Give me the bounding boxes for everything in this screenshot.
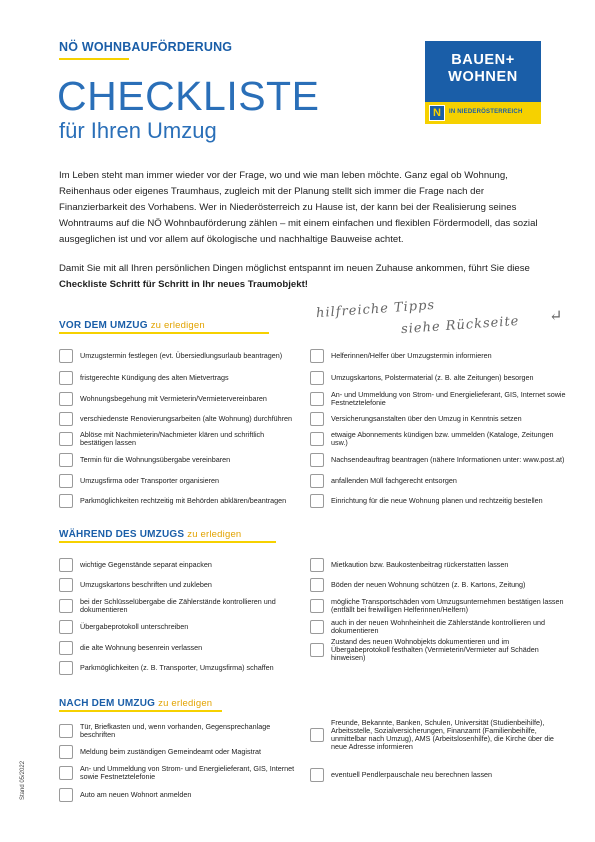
checklist-item-label: etwaige Abonnements kündigen bzw. ummelden (Kataloge, Zeitungen usw.) bbox=[331, 430, 554, 448]
checklist-item-label: Ablöse mit Nachmieterin/Nachmieter klären und schriftlich bestätigen lassen bbox=[80, 430, 265, 448]
section-title-suffix: zu erledigen bbox=[150, 320, 205, 331]
checklist-item-label: Versicherungsanstalten über den Umzug in Kenntnis setzen bbox=[331, 414, 522, 423]
checklist-item-label: Umzugstermin festlegen (evt. Übersiedlungsurlaub beantragen) bbox=[80, 351, 283, 360]
checklist-item-label: Parkmöglichkeiten rechtzeitig mit Behörden abklären/beantragen bbox=[80, 496, 287, 505]
section-title-text: VOR DEM UMZUG bbox=[59, 320, 148, 331]
checkbox[interactable] bbox=[59, 392, 73, 406]
checkbox[interactable] bbox=[59, 558, 73, 572]
checklist-item-label: Auto am neuen Wohnort anmelden bbox=[80, 790, 192, 799]
checkbox[interactable] bbox=[310, 412, 324, 426]
checklist-item-label: Umzugskartons, Polstermaterial (z. B. alte Zeitungen) besorgen bbox=[331, 373, 534, 382]
checklist-item-label: eventuell Pendlerpauschale neu berechnen lassen bbox=[331, 770, 493, 779]
checklist-item-label: Böden der neuen Wohnung schützen (z. B. Kartons, Zeitung) bbox=[331, 580, 526, 589]
logo-banner bbox=[425, 102, 541, 124]
section-title-suffix: zu erledigen bbox=[158, 698, 213, 709]
checkbox[interactable] bbox=[59, 453, 73, 467]
logo-line2: WOHNEN bbox=[448, 69, 518, 85]
section-title bbox=[59, 529, 241, 540]
logo-line1: BAUEN+ bbox=[451, 52, 515, 68]
intro-paragraph-2-text: Damit Sie mit all Ihren persönlichen Dingen möglichst entspannt im neuen Zuhause ankommen, führt Sie diese bbox=[59, 263, 530, 274]
checkbox[interactable] bbox=[310, 392, 324, 406]
checklist-item-label: Termin für die Wohnungsübergabe vereinbaren bbox=[80, 455, 231, 464]
checkbox[interactable] bbox=[59, 620, 73, 634]
intro-paragraph-2-bold: Checkliste Schritt für Schritt in Ihr neues Traumobjekt! bbox=[59, 279, 308, 290]
section-title bbox=[59, 320, 205, 331]
checkbox[interactable] bbox=[59, 641, 73, 655]
checklist-item-label: bei der Schlüsselübergabe die Zählerstände kontrollieren und dokumentieren bbox=[80, 597, 276, 615]
checklist-item-label: Freunde, Bekannte, Banken, Schulen, Universität (Studienbeihilfe), Arbeitsstelle, Sozialversicherungen, Finanzamt (Familienbeihilfe, unmittelbar nach Umzug), AMS (Arbeitslosenhilfe), die Kirche über die neue Adresse informieren bbox=[331, 717, 554, 752]
section-underline bbox=[59, 710, 222, 712]
page-title: CHECKLISTE bbox=[57, 73, 320, 119]
intro-paragraph-2 bbox=[59, 261, 539, 293]
checkbox[interactable] bbox=[59, 432, 73, 446]
checkbox[interactable] bbox=[59, 349, 73, 363]
checklist-item-label: Tür, Briefkasten und, wenn vorhanden, Gegensprechanlage beschriften bbox=[80, 722, 271, 740]
curved-arrow-icon: ↵ bbox=[549, 306, 563, 325]
checkbox[interactable] bbox=[59, 371, 73, 385]
brand-underline bbox=[59, 58, 129, 60]
checklist-item-label: Meldung beim zuständigen Gemeindeamt oder Magistrat bbox=[80, 747, 261, 756]
checklist-item-label: Nachsendeauftrag beantragen (nähere Informationen unter: www.post.at) bbox=[331, 455, 565, 464]
section-underline bbox=[59, 541, 276, 543]
checklist-item-label: Zustand des neuen Wohnobjekts dokumentieren und im Übergabeprotokoll festhalten (Vermieterin/Vermieter auf Schäden hinweisen) bbox=[331, 636, 539, 662]
checklist-item-label: Wohnungsbegehung mit Vermieterin/Vermietervereinbaren bbox=[80, 394, 267, 403]
checkbox[interactable] bbox=[59, 766, 73, 780]
checklist-item-label: mögliche Transportschäden vom Umzugsunternehmen bestätigen lassen (entfällt bei freiwilligen Helferinnen/Helfern) bbox=[331, 597, 564, 615]
checklist-item-label: fristgerechte Kündigung des alten Mietvertrags bbox=[80, 373, 229, 382]
checkbox[interactable] bbox=[59, 661, 73, 675]
checkbox[interactable] bbox=[59, 788, 73, 802]
checkbox[interactable] bbox=[310, 620, 324, 634]
stand-date: Stand 05/2022 bbox=[20, 760, 26, 800]
section-title-suffix: zu erledigen bbox=[187, 529, 242, 540]
checklist-item-label: wichtige Gegenstände separat einpacken bbox=[80, 560, 212, 569]
checkbox[interactable] bbox=[59, 412, 73, 426]
checkbox[interactable] bbox=[310, 768, 324, 782]
checkbox[interactable] bbox=[59, 578, 73, 592]
checklist-item-label: Einrichtung für die neue Wohnung planen und rechtzeitig bestellen bbox=[331, 496, 543, 505]
checkbox[interactable] bbox=[59, 494, 73, 508]
checkbox[interactable] bbox=[59, 745, 73, 759]
checklist-item-label: An- und Ummeldung von Strom- und Energielieferant, GIS, Internet sowie Festnetztelefonie bbox=[331, 390, 566, 408]
checkbox[interactable] bbox=[310, 349, 324, 363]
logo-wordmark bbox=[425, 41, 541, 102]
checkbox[interactable] bbox=[310, 558, 324, 572]
noe-badge-icon: N bbox=[429, 105, 445, 121]
checkbox[interactable] bbox=[310, 432, 324, 446]
tipps-line-2: siehe Rückseite bbox=[400, 313, 520, 338]
checklist-item-label: An- und Ummeldung von Strom- und Energielieferant, GIS, Internet sowie Festnetztelefonie bbox=[80, 764, 295, 782]
checkbox[interactable] bbox=[310, 494, 324, 508]
checklist-item-label: anfallenden Müll fachgerecht entsorgen bbox=[331, 476, 457, 485]
checkbox[interactable] bbox=[310, 578, 324, 592]
section-title bbox=[59, 698, 212, 709]
intro-paragraph: Im Leben steht man immer wieder vor der Frage, wo und wie man leben möchte. Ganz egal ob Wohnung, Reihenhaus oder eigenes Traumhaus, zugleich mit der Planung stellt sich immer die Frage nach der Finanzierbarkeit des Vorhabens. Wer in Niederösterreich zu Hause ist, der kann bei der Realisierung seines Wohntraums auf die NÖ Wohnbauförderung zählen – mit einem einfachen und flexiblen Fördermodell, das sozial ausgeglichen ist und vor allem auf ökologische und nachhaltige Bauweise achtet. bbox=[59, 170, 538, 245]
tipps-hint bbox=[315, 297, 571, 340]
checkbox[interactable] bbox=[310, 643, 324, 657]
checkbox[interactable] bbox=[310, 599, 324, 613]
checklist-item-label: Umzugsfirma oder Transporter organisieren bbox=[80, 476, 220, 485]
bauen-wohnen-logo bbox=[425, 41, 541, 124]
checkbox[interactable] bbox=[59, 599, 73, 613]
checkbox[interactable] bbox=[310, 453, 324, 467]
brand-label: NÖ WOHNBAUFÖRDERUNG bbox=[59, 40, 233, 54]
checkbox[interactable] bbox=[59, 724, 73, 738]
checkbox[interactable] bbox=[310, 474, 324, 488]
checklist-item-label: Parkmöglichkeiten (z. B. Transporter, Umzugsfirma) schaffen bbox=[80, 663, 274, 672]
checklist-item-label: Übergabeprotokoll unterschreiben bbox=[80, 622, 189, 631]
page-subtitle: für Ihren Umzug bbox=[59, 118, 217, 143]
checkbox[interactable] bbox=[310, 371, 324, 385]
logo-subline: IN NIEDERÖSTERREICH bbox=[449, 109, 523, 115]
section-title-text: NACH DEM UMZUG bbox=[59, 698, 156, 709]
checkbox[interactable] bbox=[310, 728, 324, 742]
checklist-item-label: verschiedenste Renovierungsarbeiten (alte Wohnung) durchführen bbox=[80, 414, 293, 423]
section-title-text: WÄHREND DES UMZUGS bbox=[59, 529, 185, 540]
tipps-line-1: hilfreiche Tipps bbox=[315, 297, 436, 322]
checklist-item-label: Umzugskartons beschriften und zukleben bbox=[80, 580, 212, 589]
checklist-item-label: die alte Wohnung besenrein verlassen bbox=[80, 643, 203, 652]
checkbox[interactable] bbox=[59, 474, 73, 488]
checklist-item-label: Mietkaution bzw. Baukostenbeitrag rückerstatten lassen bbox=[331, 560, 509, 569]
checklist-item-label: Helferinnen/Helfer über Umzugstermin informieren bbox=[331, 351, 492, 360]
section-underline bbox=[59, 332, 269, 334]
checklist-item-label: auch in der neuen Wohnheinheit die Zählerstände kontrollieren und dokumentieren bbox=[331, 618, 546, 636]
